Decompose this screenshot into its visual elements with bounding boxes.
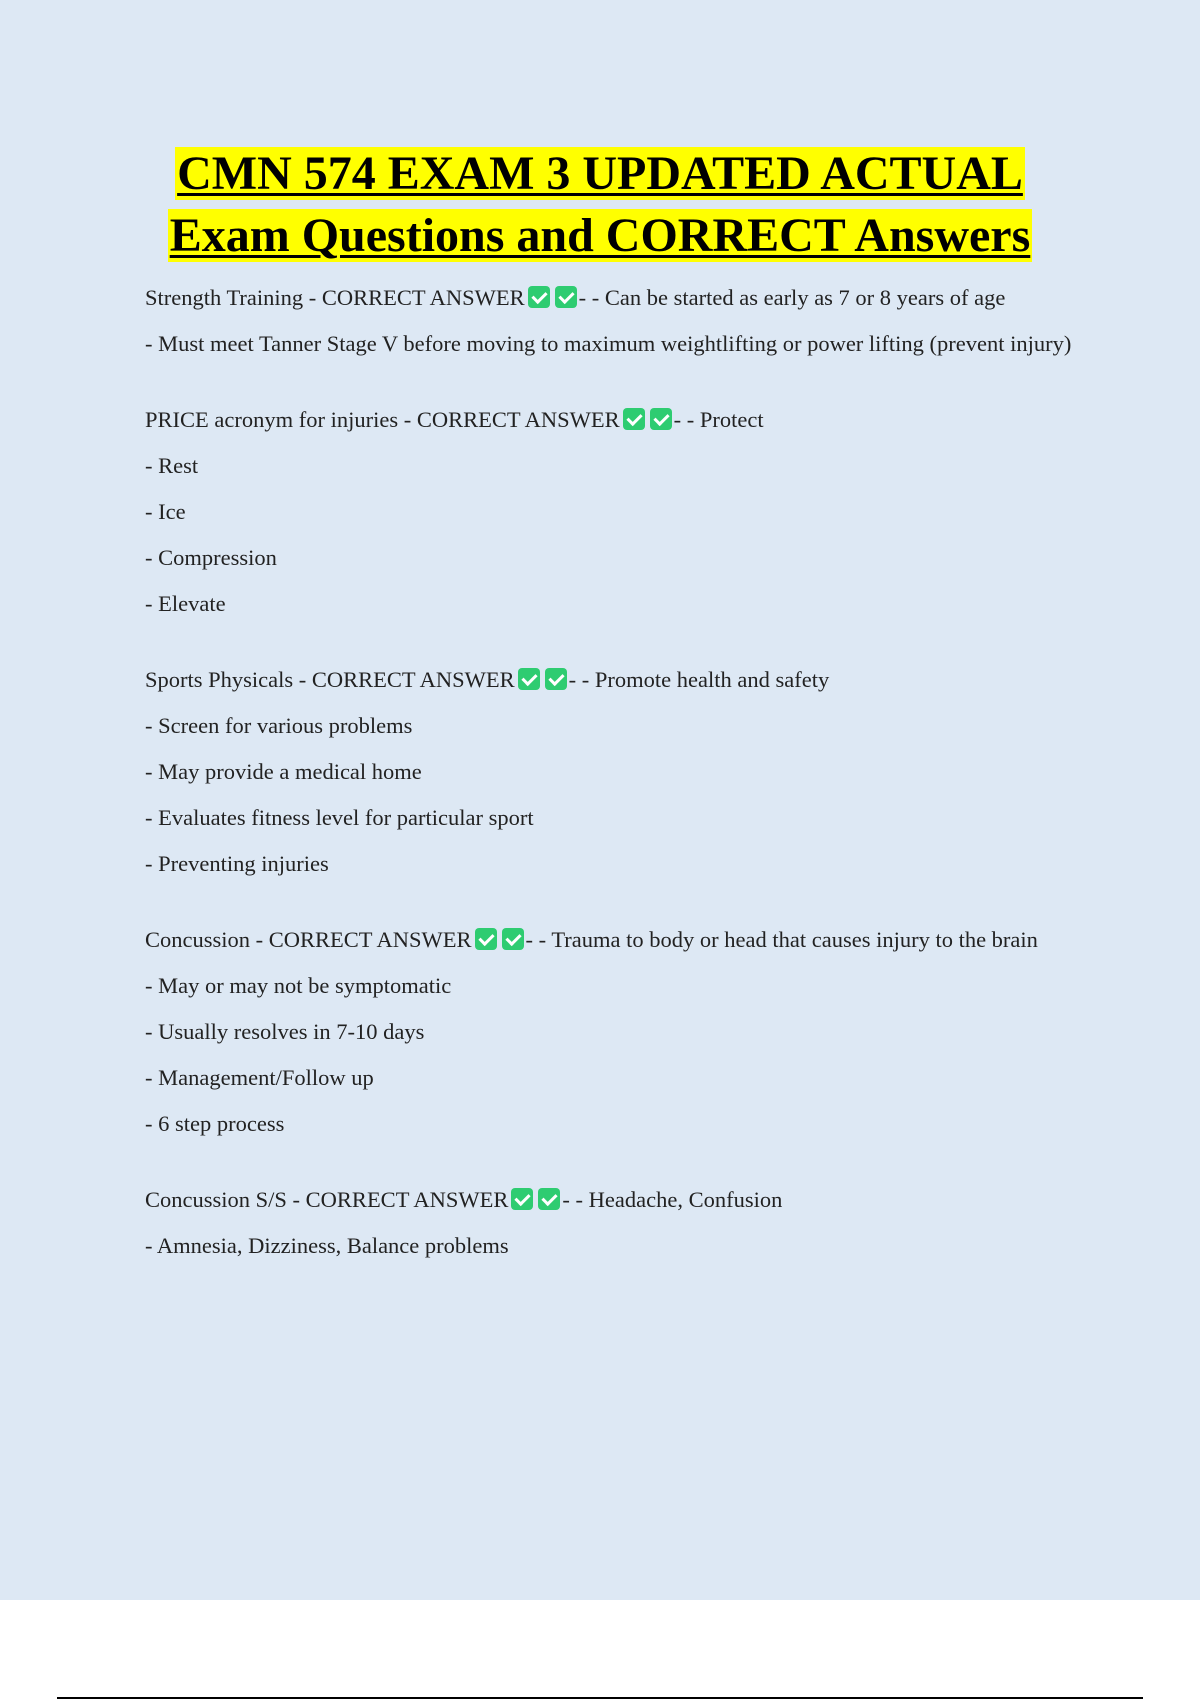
qa-answer-line: - May or may not be symptomatic bbox=[145, 973, 452, 998]
answer-tag: CORRECT ANSWER bbox=[311, 667, 515, 692]
qa-answer-first: - Trauma to body or head that causes injury to the brain bbox=[538, 927, 1038, 952]
answer-tag: CORRECT ANSWER bbox=[416, 407, 620, 432]
qa-answer-first: - Headache, Confusion bbox=[575, 1187, 783, 1212]
qa-term: Concussion bbox=[145, 927, 251, 952]
qa-question-line: Concussion S/S - CORRECT ANSWER - - Headache, Confusion bbox=[145, 1187, 783, 1212]
qa-term: Strength Training bbox=[145, 285, 304, 310]
qa-answer-line: - Management/Follow up bbox=[145, 1065, 374, 1090]
qa-answer-line: - Rest bbox=[145, 453, 199, 478]
footer-divider bbox=[57, 1697, 1143, 1699]
check-mark-icon bbox=[528, 286, 550, 308]
check-mark-icon bbox=[650, 408, 672, 430]
qa-item bbox=[145, 1184, 1085, 1262]
answer-tag: CORRECT ANSWER bbox=[305, 1187, 509, 1212]
qa-question-line: PRICE acronym for injuries - CORRECT ANSWER - - Protect bbox=[145, 407, 764, 432]
check-mark-icon bbox=[475, 928, 497, 950]
qa-answer-line: - Amnesia, Dizziness, Balance problems bbox=[145, 1233, 509, 1258]
document-title bbox=[0, 143, 1200, 267]
qa-term: Concussion S/S bbox=[145, 1187, 287, 1212]
qa-item bbox=[145, 282, 1085, 360]
qa-term: PRICE acronym for injuries bbox=[145, 407, 399, 432]
qa-answer-line: - Ice bbox=[145, 499, 186, 524]
qa-term: Sports Physicals bbox=[145, 667, 294, 692]
qa-item bbox=[145, 404, 1085, 620]
qa-answer-line: - 6 step process bbox=[145, 1111, 285, 1136]
qa-answer-first: - Can be started as early as 7 or 8 years of age bbox=[591, 285, 1006, 310]
qa-item bbox=[145, 664, 1085, 880]
qa-answer-line: - Elevate bbox=[145, 591, 226, 616]
qa-answer-line: - Usually resolves in 7-10 days bbox=[145, 1019, 425, 1044]
check-mark-icon bbox=[545, 668, 567, 690]
qa-answer-first: - Promote health and safety bbox=[581, 667, 830, 692]
qa-question-line: Concussion - CORRECT ANSWER - - Trauma to body or head that causes injury to the brain bbox=[145, 927, 1038, 952]
qa-item bbox=[145, 924, 1085, 1140]
answer-tag: CORRECT ANSWER bbox=[321, 285, 525, 310]
check-mark-icon bbox=[502, 928, 524, 950]
qa-list bbox=[145, 282, 1085, 1306]
check-mark-icon bbox=[511, 1188, 533, 1210]
qa-answer-first: - Protect bbox=[686, 407, 764, 432]
title-line-1: CMN 574 EXAM 3 UPDATED ACTUAL bbox=[177, 147, 1023, 200]
answer-tag: CORRECT ANSWER bbox=[268, 927, 472, 952]
qa-answer-line: - May provide a medical home bbox=[145, 759, 422, 784]
title-line-2: Exam Questions and CORRECT Answers bbox=[169, 209, 1031, 262]
qa-question-line: Sports Physicals - CORRECT ANSWER - - Promote health and safety bbox=[145, 667, 830, 692]
check-mark-icon bbox=[555, 286, 577, 308]
qa-answer-line: - Screen for various problems bbox=[145, 713, 413, 738]
qa-answer-line: - Must meet Tanner Stage V before moving to maximum weightlifting or power lifting (prevent injury) bbox=[145, 331, 1072, 356]
check-mark-icon bbox=[623, 408, 645, 430]
qa-answer-line: - Evaluates fitness level for particular sport bbox=[145, 805, 534, 830]
qa-answer-line: - Compression bbox=[145, 545, 277, 570]
check-mark-icon bbox=[518, 668, 540, 690]
check-mark-icon bbox=[538, 1188, 560, 1210]
qa-question-line: Strength Training - CORRECT ANSWER - - Can be started as early as 7 or 8 years of age bbox=[145, 285, 1006, 310]
qa-answer-line: - Preventing injuries bbox=[145, 851, 329, 876]
